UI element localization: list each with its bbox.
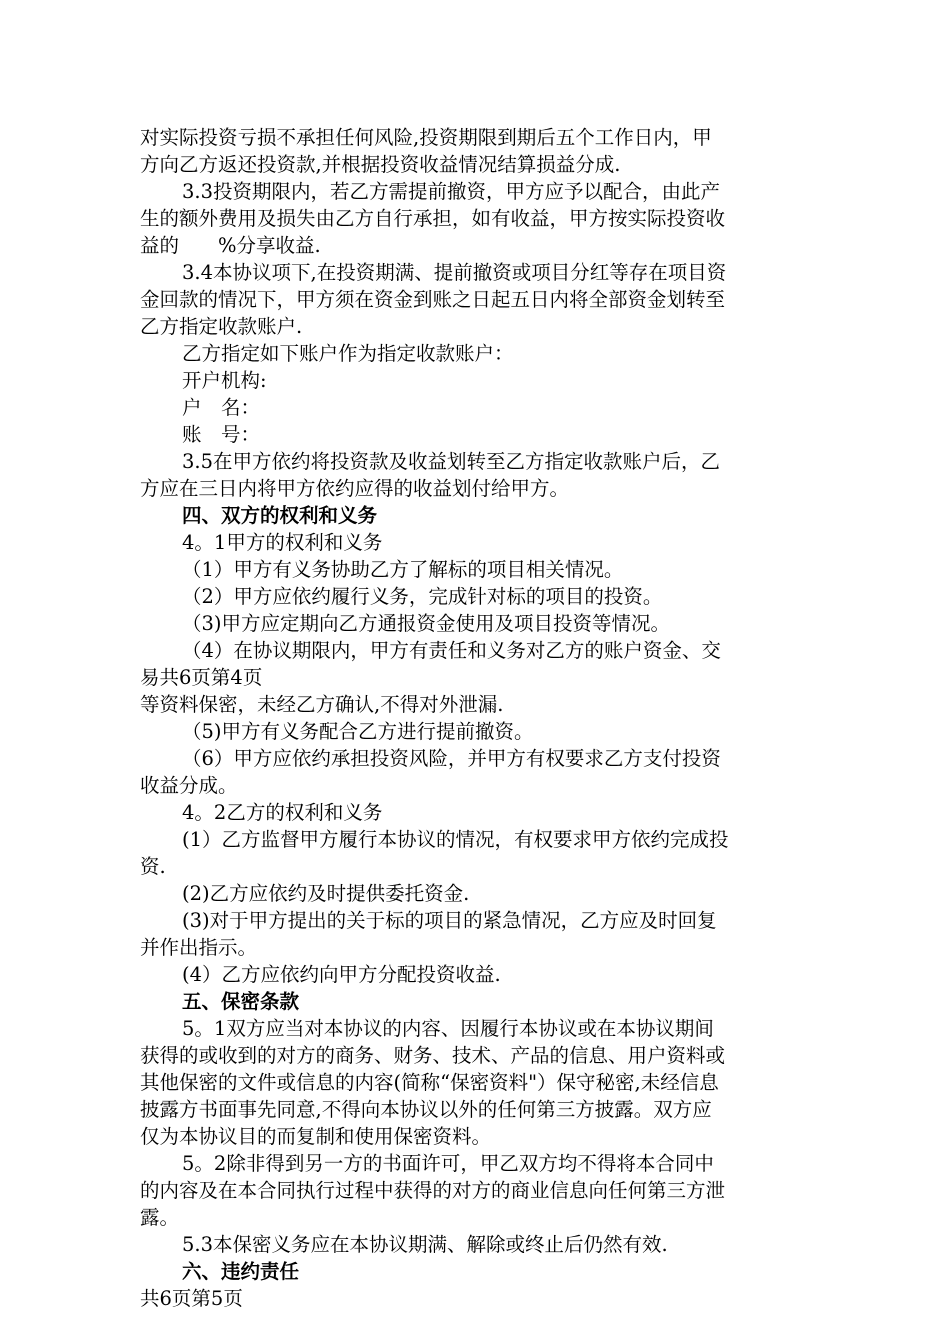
text-line: 3.3投资期限内，若乙方需提前撤资，甲方应予以配合，由此产 xyxy=(182,180,721,203)
text-line: 的内容及在本合同执行过程中获得的对方的商业信息向任何第三方泄 xyxy=(140,1179,726,1202)
text-line: (2)乙方应依约及时提供委托资金. xyxy=(182,882,470,905)
text-line: 披露方书面事先同意,不得向本协议以外的任何第三方披露。双方应 xyxy=(140,1098,712,1121)
text-line: (3)对于甲方提出的关于标的项目的紧急情况，乙方应及时回复 xyxy=(182,909,717,932)
text-line: 账 号： xyxy=(182,423,261,446)
text-line: 收益分成。 xyxy=(140,774,238,797)
section-heading: 四、双方的权利和义务 xyxy=(182,504,378,527)
text-line: (4）乙方应依约向甲方分配投资收益. xyxy=(182,963,501,986)
text-line: 等资料保密，未经乙方确认,不得对外泄漏. xyxy=(140,693,504,716)
text-line: 露。 xyxy=(140,1206,180,1229)
text-line: 共6页第5页 xyxy=(140,1287,243,1310)
section-heading: 六、违约责任 xyxy=(182,1260,300,1283)
text-line: 金回款的情况下，甲方须在资金到账之日起五日内将全部资金划转至 xyxy=(140,288,726,311)
text-line: 仅为本协议目的而复制和使用保密资料。 xyxy=(140,1125,492,1148)
section-heading: 五、保密条款 xyxy=(182,990,300,1013)
text-line: 方向乙方返还投资款,并根据投资收益情况结算损益分成. xyxy=(140,153,621,176)
text-line: 乙方指定收款账户. xyxy=(140,315,303,338)
text-line: （2）甲方应依约履行义务，完成针对标的项目的投资。 xyxy=(182,585,663,608)
text-line: 开户机构: xyxy=(182,369,267,392)
text-line: 获得的或收到的对方的商务、财务、技术、产品的信息、用户资料或 xyxy=(140,1044,726,1067)
text-line: 3.4本协议项下,在投资期满、提前撤资或项目分红等存在项目资 xyxy=(182,261,727,284)
text-line: 方应在三日内将甲方依约应得的收益划付给甲方。 xyxy=(140,477,570,500)
text-line: 对实际投资亏损不承担任何风险,投资期限到期后五个工作日内，甲 xyxy=(140,126,712,149)
text-line: （1）甲方有义务协助乙方了解标的项目相关情况。 xyxy=(182,558,624,581)
text-line: 其他保密的文件或信息的内容(简称“保密资料"）保守秘密,未经信息 xyxy=(140,1071,719,1094)
text-line: （3)甲方应定期向乙方通报资金使用及项目投资等情况。 xyxy=(182,612,671,635)
text-line: 户 名： xyxy=(182,396,261,419)
text-line: 资. xyxy=(140,855,166,878)
text-line: 乙方指定如下账户作为指定收款账户： xyxy=(182,342,514,365)
text-line: （6）甲方应依约承担投资风险，并甲方有权要求乙方支付投资 xyxy=(182,747,721,770)
text-line: （4）在协议期限内，甲方有责任和义务对乙方的账户资金、交 xyxy=(182,639,721,662)
text-line: 5。1双方应当对本协议的内容、因履行本协议或在本协议期间 xyxy=(182,1017,714,1040)
text-line: 4。1甲方的权利和义务 xyxy=(182,531,383,554)
text-line: 并作出指示。 xyxy=(140,936,258,959)
text-line: 易共6页第4页 xyxy=(140,666,263,689)
text-line: （5)甲方有义务配合乙方进行提前撤资。 xyxy=(182,720,534,743)
document-page xyxy=(140,124,815,1312)
text-line: 3.5在甲方依约将投资款及收益划转至乙方指定收款账户后，乙 xyxy=(182,450,721,473)
text-line: 5。2除非得到另一方的书面许可，甲乙双方均不得将本合同中 xyxy=(182,1152,714,1175)
text-line: (1）乙方监督甲方履行本协议的情况，有权要求甲方依约完成投 xyxy=(182,828,729,851)
text-line: 5.3本保密义务应在本协议期满、解除或终止后仍然有效. xyxy=(182,1233,668,1256)
text-line: 生的额外费用及损失由乙方自行承担，如有收益，甲方按实际投资收 xyxy=(140,207,726,230)
text-line: 益的 %分享收益. xyxy=(140,234,321,257)
text-line: 4。2乙方的权利和义务 xyxy=(182,801,383,824)
